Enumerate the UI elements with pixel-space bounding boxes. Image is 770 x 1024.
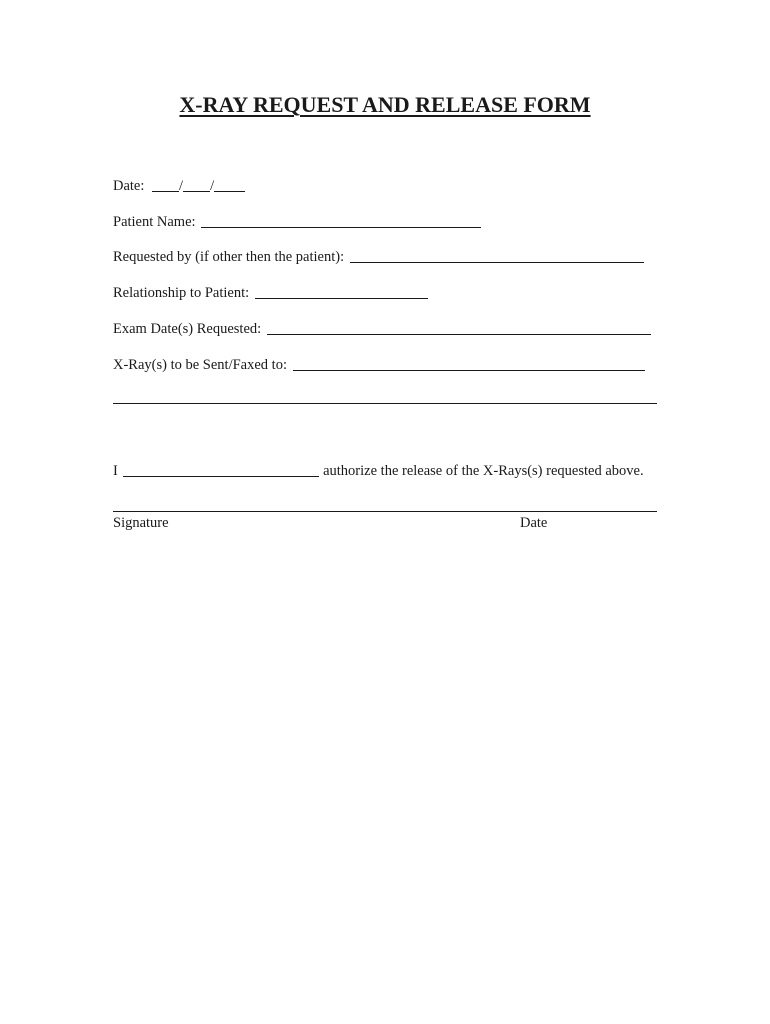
patient-name-label: Patient Name: bbox=[113, 214, 196, 230]
relationship-field[interactable] bbox=[255, 284, 428, 299]
sent-to-label: X-Ray(s) to be Sent/Faxed to: bbox=[113, 357, 287, 373]
authorize-suffix: authorize the release of the X-Rays(s) requested above. bbox=[323, 463, 644, 479]
date-month-field[interactable] bbox=[152, 177, 179, 192]
exam-dates-row bbox=[113, 318, 651, 338]
requested-by-row bbox=[113, 246, 644, 266]
signature-label: Signature bbox=[113, 515, 169, 531]
date-label: Date: bbox=[113, 178, 145, 194]
sent-to-continuation-field[interactable] bbox=[113, 403, 657, 404]
sent-to-field[interactable] bbox=[293, 356, 645, 371]
relationship-row bbox=[113, 282, 428, 302]
date-day-field[interactable] bbox=[183, 177, 210, 192]
authorize-prefix: I bbox=[113, 463, 118, 479]
relationship-label: Relationship to Patient: bbox=[113, 285, 250, 301]
authorization-row bbox=[113, 460, 644, 480]
exam-dates-field[interactable] bbox=[267, 320, 651, 335]
patient-name-row bbox=[113, 211, 481, 231]
requested-by-label: Requested by (if other then the patient): bbox=[113, 249, 345, 265]
date-separator: / bbox=[210, 178, 215, 194]
form-title: X-RAY REQUEST AND RELEASE FORM bbox=[179, 92, 591, 117]
date-year-field[interactable] bbox=[214, 177, 245, 192]
date-row bbox=[113, 175, 245, 195]
exam-dates-label: Exam Date(s) Requested: bbox=[113, 321, 262, 337]
signature-date-label: Date bbox=[520, 515, 548, 531]
date-separator: / bbox=[179, 178, 184, 194]
authorizing-person-field[interactable] bbox=[123, 462, 319, 477]
patient-name-field[interactable] bbox=[201, 213, 481, 228]
sent-to-row bbox=[113, 354, 645, 374]
signature-field[interactable] bbox=[113, 511, 657, 512]
requested-by-field[interactable] bbox=[350, 248, 644, 263]
